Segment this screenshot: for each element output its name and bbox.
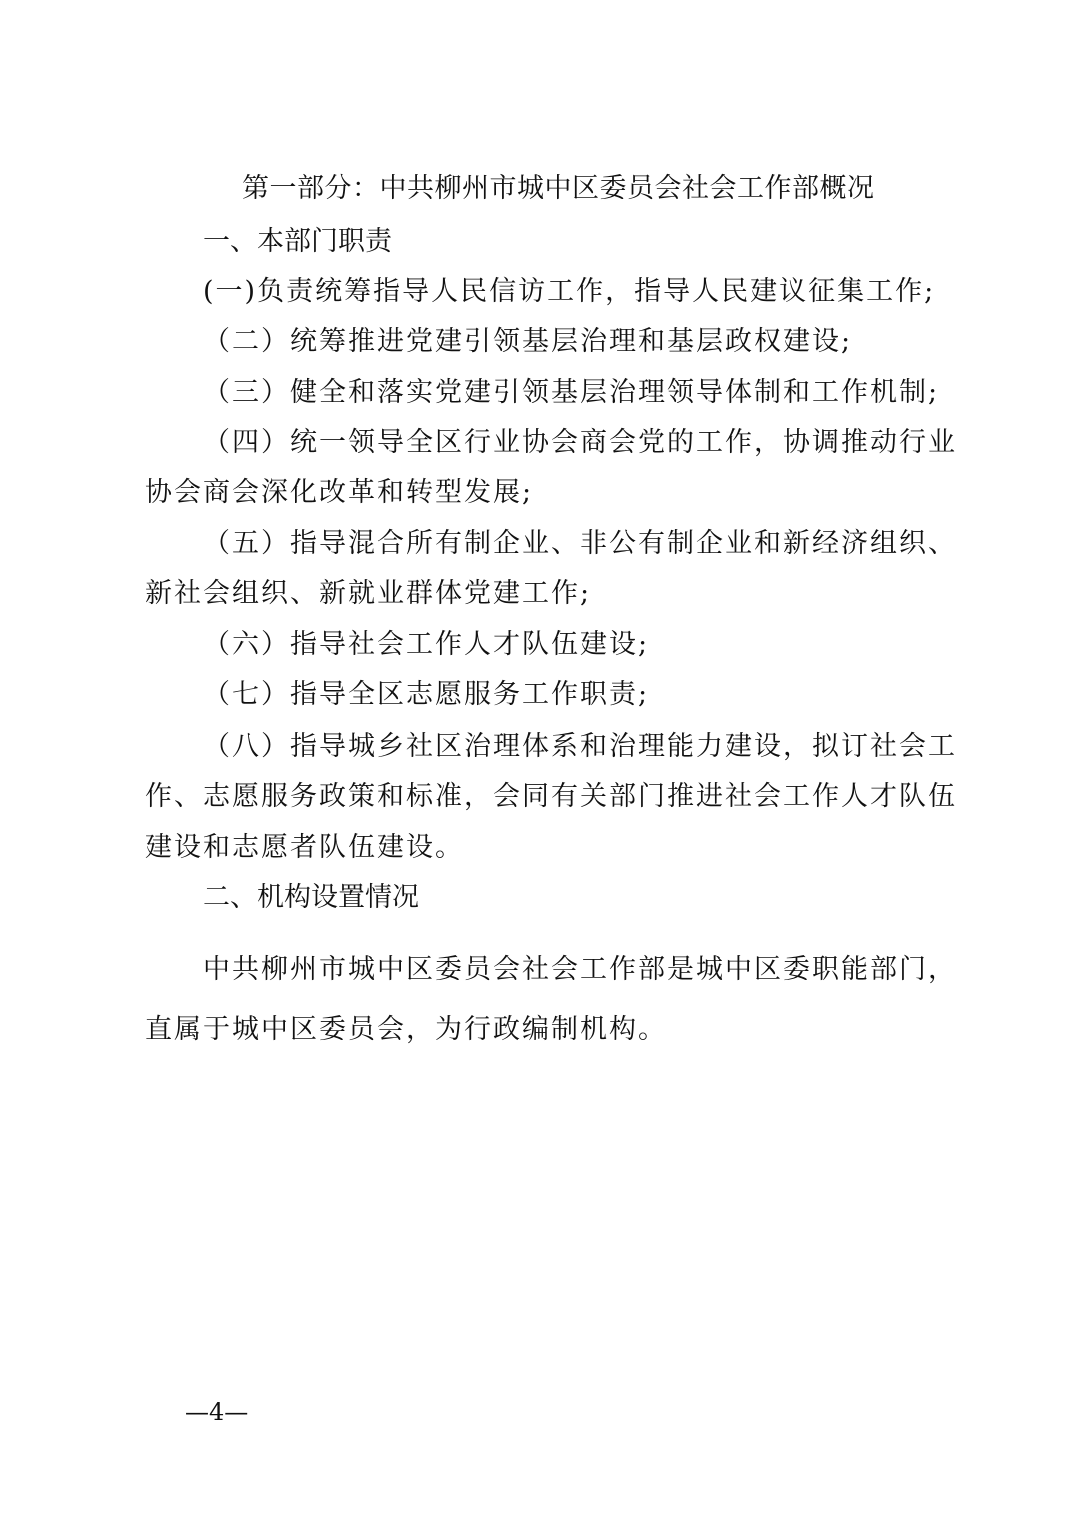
responsibility-item-5-line-2: 新社会组织、新就业群体党建工作; <box>145 578 592 609</box>
responsibility-item-8-line-2: 作、志愿服务政策和标准，会同有关部门推进社会工作人才队伍 <box>145 781 957 812</box>
responsibility-item-3: （三）健全和落实党建引领基层治理领导体制和工作机制; <box>203 377 940 408</box>
responsibility-item-8-line-1: （八）指导城乡社区治理体系和治理能力建设，拟订社会工 <box>203 731 957 762</box>
responsibility-item-8-line-3: 建设和志愿者队伍建设。 <box>145 832 464 863</box>
page-title: 第一部分：中共柳州市城中区委员会社会工作部概况 <box>242 173 875 204</box>
responsibility-item-2: （二）统筹推进党建引领基层治理和基层政权建设; <box>203 326 853 357</box>
responsibility-item-1: (一)负责统筹指导人民信访工作，指导人民建议征集工作; <box>203 276 936 307</box>
page-number: —4— <box>185 1398 249 1426</box>
section-heading-organization: 二、机构设置情况 <box>203 882 419 913</box>
responsibility-item-5-line-1: （五）指导混合所有制企业、非公有制企业和新经济组织、 <box>203 528 957 559</box>
organization-paragraph-line-1: 中共柳州市城中区委员会社会工作部是城中区委职能部门， <box>203 954 957 985</box>
responsibility-item-4-line-1: （四）统一领导全区行业协会商会党的工作，协调推动行业 <box>203 427 957 458</box>
responsibility-item-7: （七）指导全区志愿服务工作职责; <box>203 679 650 710</box>
section-heading-responsibilities: 一、本部门职责 <box>203 226 392 257</box>
organization-paragraph-line-2: 直属于城中区委员会，为行政编制机构。 <box>145 1014 667 1045</box>
responsibility-item-4-line-2: 协会商会深化改革和转型发展; <box>145 477 534 508</box>
responsibility-item-6: （六）指导社会工作人才队伍建设; <box>203 629 650 660</box>
